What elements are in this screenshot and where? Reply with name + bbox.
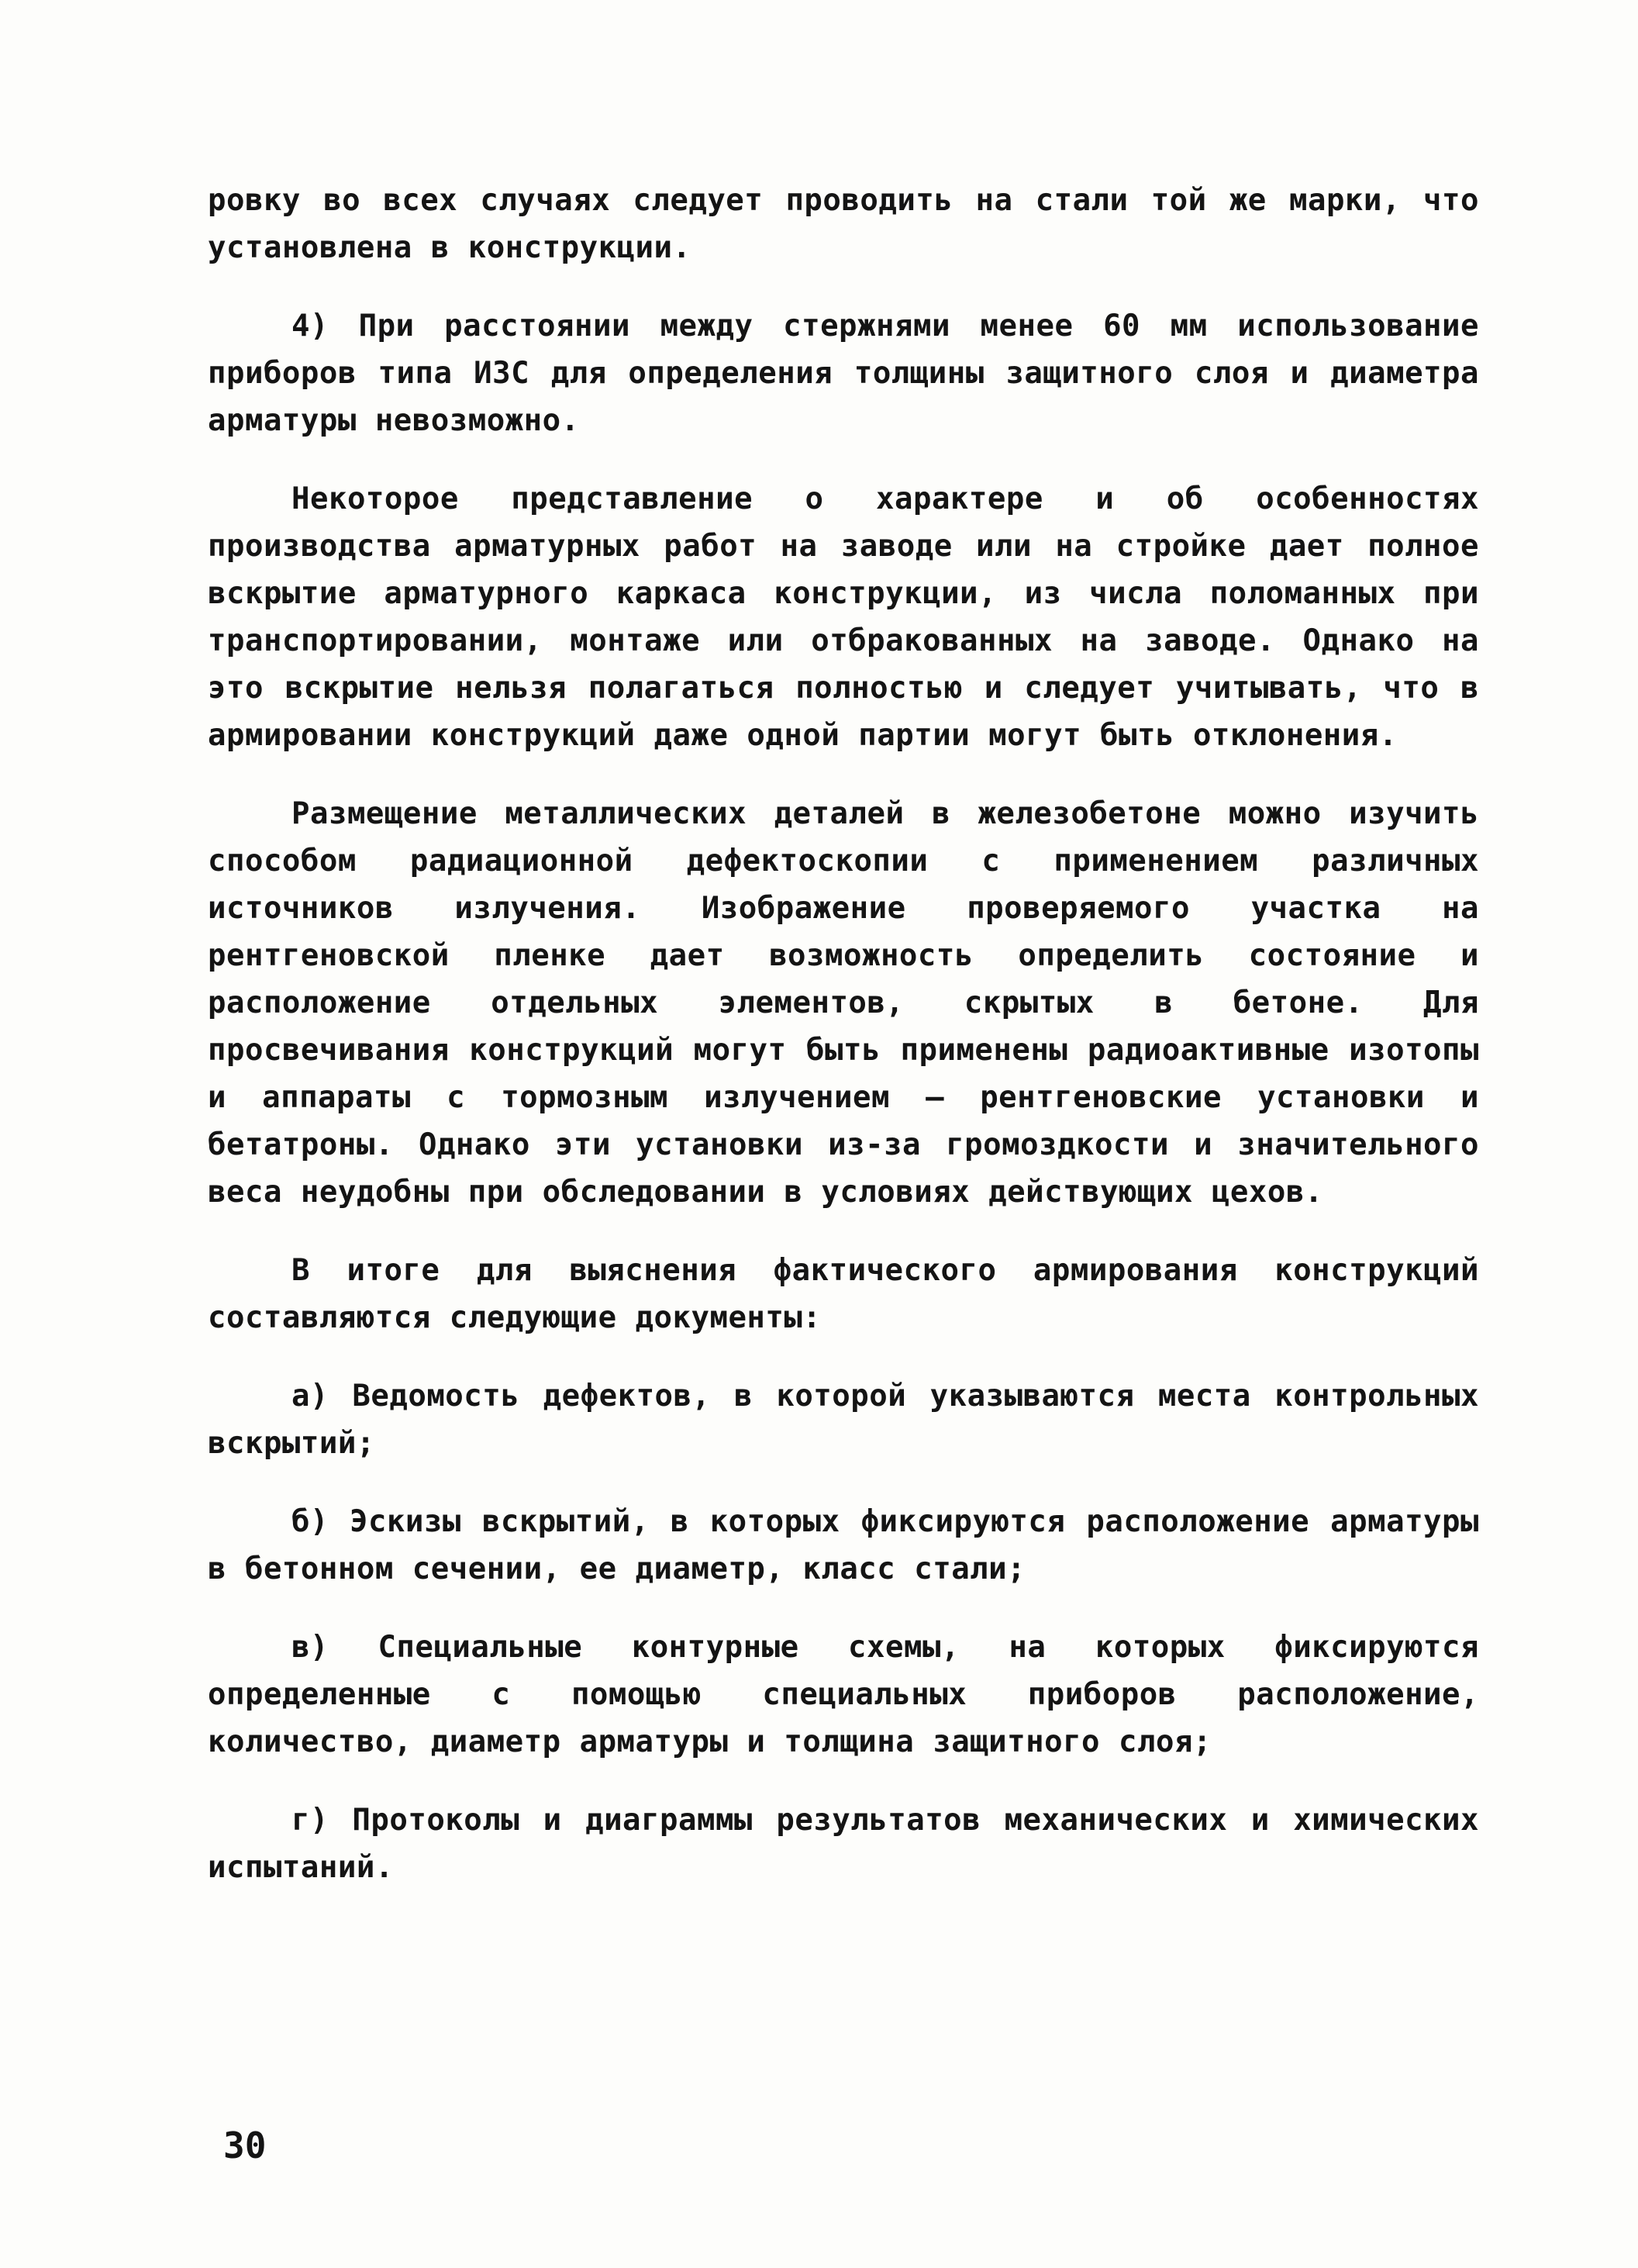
paragraph-item-4: 4) При расстоянии между стержнями менее 60 мм использование приборов типа ИЗС для определения толщины защитного слоя и диаметра арматуры невозможно. — [208, 309, 1479, 438]
list-item-v: в) Специальные контурные схемы, на которых фиксируются определенные с помощью специальных приборов расположение, количество, диаметр арматуры и толщина защитного слоя; — [208, 1630, 1479, 1759]
page-number: 30 — [223, 2125, 267, 2166]
list-item-g: г) Протоколы и диаграммы результатов механических и химических испытаний. — [208, 1803, 1479, 1885]
paragraph-continuation: ровку во всех случаях следует проводить на стали той же марки, что установлена в конструкции. — [208, 183, 1479, 265]
body-text — [208, 177, 1479, 1922]
paragraph-opening-info: Некоторое представление о характере и об особенностях производства арматурных работ на заводе или на стройке дает полное вскрытие арматурного каркаса конструкции, из числа поломанных при транспортировании, монтаже или отбракованных на заводе. Однако на это вскрытие нельзя полагаться полностью и следует учитывать, что в армировании конструкций даже одной партии могут быть отклонения. — [208, 482, 1479, 753]
paragraph-documents-intro: В итоге для выяснения фактического армирования конструкций составляются следующие документы: — [208, 1253, 1479, 1335]
paragraph-radiation-defectoscopy: Размещение металлических деталей в железобетоне можно изучить способом радиационной дефектоскопии с применением различных источников излучения. Изображение проверяемого участка на рентгеновской пленке дает возможность определить состояние и расположение отдельных элементов, скрытых в бетоне. Для просвечивания конструкций могут быть применены радиоактивные изотопы и аппараты с тормозным излучением – рентгеновские установки и бетатроны. Однако эти установки из-за громоздкости и значительного веса неудобны при обследовании в условиях действующих цехов. — [208, 796, 1479, 1210]
list-item-a: а) Ведомость дефектов, в которой указываются места контрольных вскрытий; — [208, 1379, 1479, 1461]
list-item-b: б) Эскизы вскрытий, в которых фиксируются расположение арматуры в бетонном сечении, ее диаметр, класс стали; — [208, 1504, 1479, 1586]
